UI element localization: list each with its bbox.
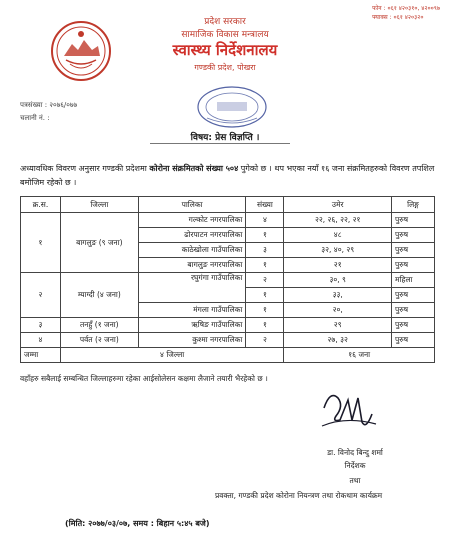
- cell-gender: पुरुष: [392, 318, 435, 333]
- cell-gender: पुरुष: [392, 243, 435, 258]
- cell-count: १: [246, 318, 284, 333]
- cell-municipality: मंगला गाउँपालिका: [138, 303, 246, 318]
- case-count-highlight: कोरोना संक्रमितको संख्या ५०४: [149, 164, 239, 173]
- letterhead-line-4: गण्डकी प्रदेश, पोखरा: [194, 63, 256, 72]
- subject-line: विषय: प्रेस विज्ञप्ति ।: [190, 133, 260, 143]
- dispatch-number: चलानी नं. :: [20, 114, 50, 122]
- cell-count: २: [246, 273, 284, 288]
- cell-gender: महिला: [392, 273, 435, 288]
- letterhead-line-2: सामाजिक विकास मन्त्रालय: [181, 30, 269, 40]
- cell-municipality: बागलुङ नगरपालिका: [138, 258, 246, 273]
- cell-serial: ४: [21, 333, 61, 348]
- total-label: जम्मा: [21, 348, 61, 363]
- cell-municipality: काठेखोला गाउँपालिका: [138, 243, 246, 258]
- cell-gender: पुरुष: [392, 258, 435, 273]
- cell-age: २९: [284, 318, 392, 333]
- cell-gender: पुरुष: [392, 288, 435, 303]
- cell-age: २०,: [284, 303, 392, 318]
- cell-count: १: [246, 228, 284, 243]
- cell-age: ३३,: [284, 288, 392, 303]
- total-districts: ४ जिल्ला: [60, 348, 283, 363]
- cell-district: बागलुङ (९ जना): [60, 213, 138, 273]
- cell-age: ३२, ४०, २९: [284, 243, 392, 258]
- cell-serial: २: [21, 273, 61, 318]
- header-age: उमेर: [284, 197, 392, 213]
- isolation-note: वहाँहरु सबैलाई सम्बन्धित जिल्लाहरुमा रहेका आईसोलेसन कक्षमा लैजाने तयारी भैरहेको छ ।: [20, 374, 268, 383]
- cell-count: ४: [246, 213, 284, 228]
- cell-gender: पुरुष: [392, 228, 435, 243]
- letterhead-line-3: स्वास्थ्य निर्देशनालय: [172, 41, 278, 59]
- cell-age: २७, ३२: [284, 333, 392, 348]
- header-municipality: पालिका: [138, 197, 246, 213]
- cell-count: १: [246, 288, 284, 303]
- cell-serial: ३: [21, 318, 61, 333]
- office-stamp: [195, 84, 269, 130]
- phone-number: फोन : ०६१ ४२०३१०, ४२००९७: [372, 5, 440, 12]
- cell-gender: पुरुष: [392, 303, 435, 318]
- cell-gender: पुरुष: [392, 213, 435, 228]
- date-time-footer: (मिति: २०७७/०३/०७, समय : बिहान ५:४५ बजे): [65, 519, 210, 528]
- cell-age: ३०, ९: [284, 273, 392, 288]
- table-header-row: [21, 197, 435, 213]
- cell-serial: १: [21, 213, 61, 273]
- cell-municipality: गल्कोट नगरपालिका: [138, 213, 246, 228]
- cell-municipality: कुश्मा नगरपालिका: [138, 333, 246, 348]
- cases-table: [20, 196, 435, 363]
- table-total-row: [21, 348, 435, 363]
- cell-gender: पुरुष: [392, 333, 435, 348]
- subject-underline: [150, 143, 290, 144]
- table-row: [21, 273, 435, 288]
- cell-count: २: [246, 333, 284, 348]
- header-district: जिल्ला: [60, 197, 138, 213]
- signer-role: प्रवक्ता, गण्डकी प्रदेश कोरोना नियन्त्रण तथा रोकथाम कार्यक्रम: [215, 491, 383, 500]
- signer-conjunction: तथा: [349, 476, 361, 485]
- fax-number: फ्याक्स : ०६१ ४२०३२०: [372, 14, 424, 21]
- cell-count: १: [246, 258, 284, 273]
- body-paragraph: अध्यावधिक विवरण अनुसार गण्डकी प्रदेशमा कोरोना संक्रमितको संख्या ५०४ पुगेको छ । थप भएका नयाँ १६ जना संक्रमितहरुको विवरण तपशिल बमोजिम रहेको छ ।: [20, 164, 435, 187]
- cell-age: २१: [284, 258, 392, 273]
- signer-title: निर्देशक: [344, 461, 366, 470]
- cell-age: २२, २६, २२, २१: [284, 213, 392, 228]
- header-serial: क्र.स.: [21, 197, 61, 213]
- table-row: [21, 333, 435, 348]
- total-count: १६ जना: [284, 348, 435, 363]
- signer-name: डा. विनोद बिन्दु शर्मा: [327, 448, 383, 457]
- header-count: संख्या: [246, 197, 284, 213]
- reference-number: पत्रसंख्या : २०७६/०७७: [20, 101, 78, 109]
- cell-municipality: रघुगंगा गाउँपालिका: [138, 273, 246, 303]
- letterhead-line-1: प्रदेश सरकार: [204, 17, 246, 27]
- header-gender: लिङ्ग: [392, 197, 435, 213]
- cell-district: तनहुँ (१ जना): [60, 318, 138, 333]
- table-row: [21, 213, 435, 228]
- cell-district: पर्वत (२ जना): [60, 333, 138, 348]
- cell-district: म्याग्दी (४ जना): [60, 273, 138, 318]
- cell-municipality: ढोरपाटन नगरपालिका: [138, 228, 246, 243]
- table-row: [21, 318, 435, 333]
- cell-count: ३: [246, 243, 284, 258]
- cell-municipality: ऋषिङ गाउँपालिका: [138, 318, 246, 333]
- signature: [318, 386, 378, 438]
- cell-count: १: [246, 303, 284, 318]
- cell-age: ४८: [284, 228, 392, 243]
